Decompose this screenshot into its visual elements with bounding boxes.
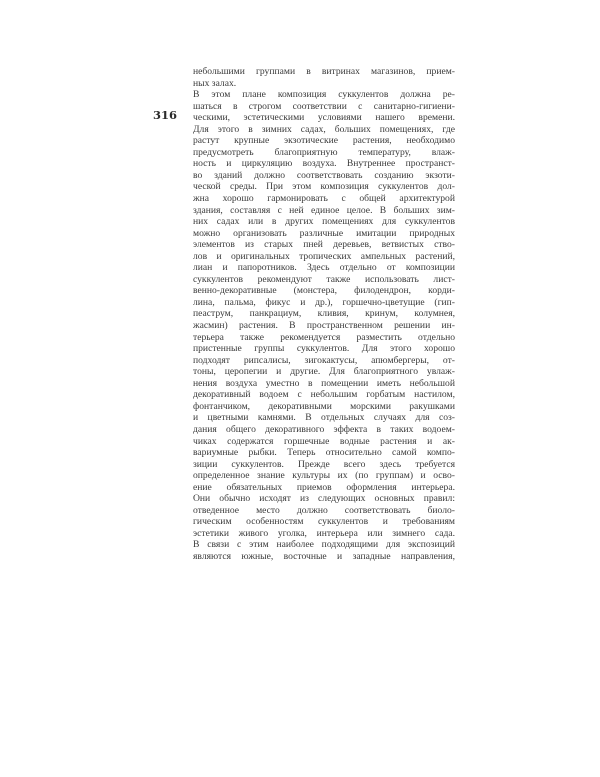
text-line: вариумные рыбки. Теперь относительно самой компо- <box>193 447 455 459</box>
text-line: фонтанчиком, декоративными морскими ракушками <box>193 400 455 412</box>
text-line: зиции суккулентов. Прежде всего здесь требуется <box>193 458 455 470</box>
text-line: пристенные группы суккулентов. Для этого хорошо <box>193 343 455 355</box>
text-line: Они обычно исходят из следующих основных правил: <box>193 493 455 505</box>
text-line: ность и циркуляцию воздуха. Внутреннее пространст- <box>193 158 455 170</box>
text-line: растут крупные экзотические растения, необходимо <box>193 135 455 147</box>
text-line: элементов из старых пней деревьев, ветвистых ство- <box>193 239 455 251</box>
text-line: отведенное место должно соответствовать биоло- <box>193 504 455 516</box>
text-line: ческой среды. При этом композиция суккулентов дол- <box>193 181 455 193</box>
text-line: являются южные, восточные и западные направления, <box>193 550 455 562</box>
text-line: тоны, церопегии и другие. Для благоприятного увлаж- <box>193 366 455 378</box>
text-line: определенное знание культуры их (по группам) и осво- <box>193 470 455 482</box>
text-line: них садах или в других помещениях для суккулентов <box>193 216 455 228</box>
text-line: лина, пальма, фикус и др.), горшечно-цветущие (гип- <box>193 296 455 308</box>
text-line: во зданий должно соответствовать созданию экзоти- <box>193 169 455 181</box>
text-line: венно-декоративные (монстера, филодендрон, корди- <box>193 285 455 297</box>
text-line: нения воздуха уместно в помещении иметь небольшой <box>193 377 455 389</box>
text-line: жасмин) растения. В пространственном решении ин- <box>193 320 455 332</box>
text-line: эстетики живого уголка, интерьера или зимнего сада. <box>193 527 455 539</box>
text-line: шаться в строгом соответствии с санитарно-гигиени- <box>193 100 455 112</box>
text-line: декоративный водоем с небольшим горбатым настилом, <box>193 389 455 401</box>
text-line: небольшими группами в витринах магазинов, прием- <box>193 66 455 77</box>
text-line: предусмотреть благоприятную температуру, влаж- <box>193 146 455 158</box>
page-number: 316 <box>153 108 178 122</box>
text-line: ных залах. <box>193 77 237 89</box>
text-line: чиках содержатся горшечные водные растения и ак- <box>193 435 455 447</box>
text-line: подходят рипсалисы, зигокактусы, апюмбергеры, от- <box>193 354 455 366</box>
text-line: здания, составляя с ней единое целое. В больших зим- <box>193 204 455 216</box>
text-line: терьера также рекомендуется разместить отдельно <box>193 331 455 343</box>
text-line: лов и оригинальных тропических ампельных растений, <box>193 250 455 262</box>
text-line: Для этого в зимних садах, больших помещениях, где <box>193 123 455 135</box>
text-line: суккулентов рекомендуют также использовать лист- <box>193 273 455 285</box>
text-line: дания общего декоративного эффекта в таких водоем- <box>193 423 455 435</box>
text-line: ение обязательных приемов оформления интерьера. <box>193 481 455 493</box>
text-line: В связи с этим наиболее подходящими для экспозиций <box>193 539 455 551</box>
text-line: пеаструм, панкрациум, кливия, кринум, колумнея, <box>193 308 455 320</box>
text-line: лиан и папоротников. Здесь отдельно от композиции <box>193 262 455 274</box>
body-text <box>193 66 455 563</box>
text-line: ческими, эстетическими условиями нашего времени. <box>193 112 455 124</box>
text-line: и цветными камнями. В отдельных случаях для соз- <box>193 412 455 424</box>
text-line: В этом плане композиция суккулентов должна ре- <box>193 89 455 101</box>
text-line: гическим особенностям суккулентов и требованиям <box>193 516 455 528</box>
text-line: можно организовать различные имитации природных <box>193 227 455 239</box>
text-line: жна хорошо гармонировать с общей архитектурой <box>193 193 455 205</box>
